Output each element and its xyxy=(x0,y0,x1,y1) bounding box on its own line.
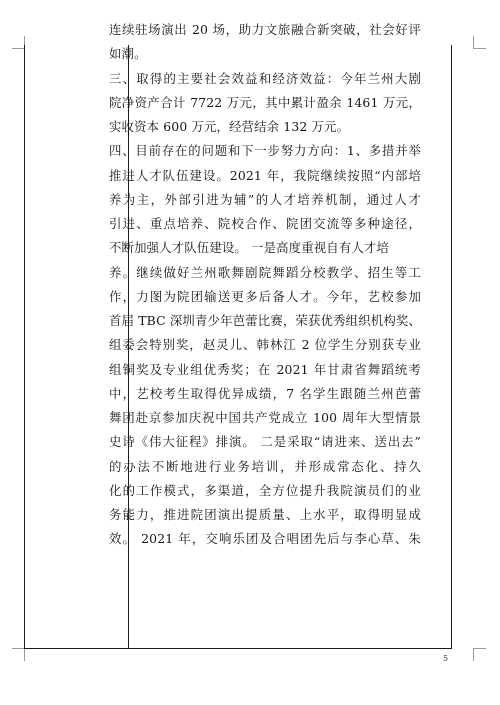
text-line: 务能力，推进院团演出提质量、上水平，取得明显成 xyxy=(109,507,421,522)
text-line: 养。继续做好兰州歌舞剧院舞蹈分校教学、招生等工 xyxy=(109,264,421,280)
text-line: 引进、重点培养、院校合作、院团交流等多种途径， xyxy=(109,216,421,231)
text-line: 如潮。 xyxy=(109,46,147,62)
text-line: 连续驻场演出 20 场，助力文旅融合新突破，社会好评 xyxy=(109,22,421,37)
text-line: 组委会特别奖，赵灵儿、韩林江 2 位学生分别获专业 xyxy=(109,337,421,353)
text-line: 效。 2021 年，交响乐团及合唱团先后与李心草、朱 xyxy=(109,531,421,547)
text-line: 史诗《伟大征程》排演。 二是采取“请进来、送出去” xyxy=(109,434,421,450)
text-line: 养为主，外部引进为辅”的人才培养机制，通过人才 xyxy=(109,191,421,207)
text-line: 舞团赴京参加庆祝中国共产党成立 100 周年大型情景 xyxy=(109,410,421,425)
text-line: 三、取得的主要社会效益和经济效益：今年兰州大剧 xyxy=(109,70,421,86)
text-line: 首届 TBC 深圳青少年芭蕾比赛，荣获优秀组织机构奖、 xyxy=(109,313,421,328)
text-line: 作，力图为院团输送更多后备人才。今年，艺校参加 xyxy=(109,288,421,304)
text-line: 院净资产合计 7722 万元，其中累计盈余 1461 万元， xyxy=(109,94,421,110)
text-line: 四、目前存在的问题和下一步努力方向：1、多措并举 xyxy=(109,143,421,159)
table-cell-text xyxy=(109,18,421,552)
text-line: 不断加强人才队伍建设。 一是高度重视自有人才培 xyxy=(109,240,389,256)
crop-mark-bottom-left xyxy=(12,648,25,661)
text-line: 推进人才队伍建设。2021 年，我院继续按照“内部培 xyxy=(109,167,421,183)
text-line: 实收资本 600 万元，经营结余 132 万元。 xyxy=(109,119,350,134)
text-line: 的办法不断地进行业务培训，并形成常态化、持久 xyxy=(109,458,421,474)
crop-mark-bottom-right xyxy=(473,648,486,661)
crop-mark-top-right xyxy=(473,36,486,49)
text-line: 化的工作模式，多渠道，全方位提升我院演员们的业 xyxy=(109,482,421,498)
text-line: 组铜奖及专业组优秀奖；在 2021 年甘肃省舞蹈统考 xyxy=(109,361,421,377)
page-number: 5 xyxy=(443,654,449,663)
text-line: 中，艺校考生取得优异成绩，7 名学生跟随兰州芭蕾 xyxy=(109,385,421,401)
